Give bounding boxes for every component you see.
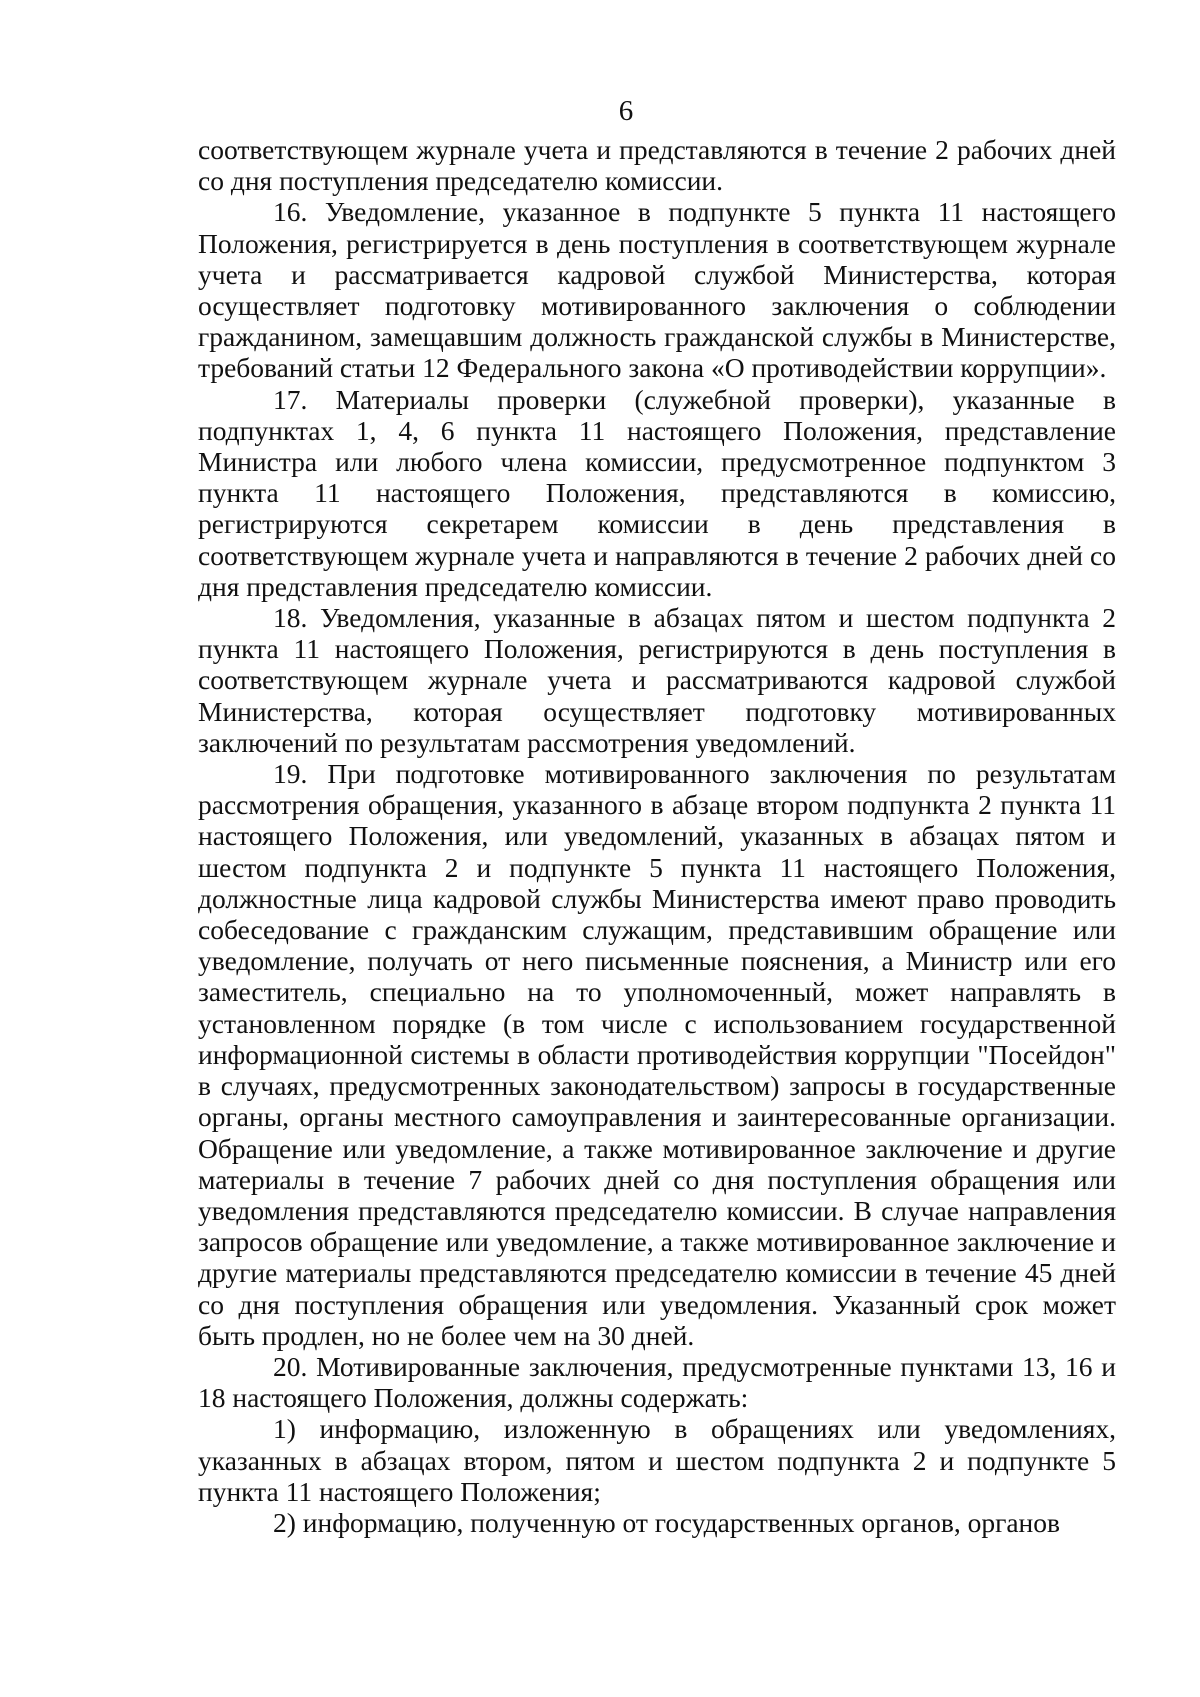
paragraph-20: 20. Мотивированные заключения, предусмотренные пунктами 13, 16 и 18 настоящего Положения, должны содержать: <box>198 1350 1116 1414</box>
paragraph-20-item-2: 2) информацию, полученную от государственных органов, органов <box>273 1506 1061 1538</box>
paragraph-continuation: соответствующем журнале учета и представляются в течение 2 рабочих дней со дня поступления председателю комиссии. <box>198 134 1116 197</box>
page-number: 6 <box>618 95 634 127</box>
document-body <box>198 134 1116 1538</box>
paragraph-20-item-1: 1) информацию, изложенную в обращениях или уведомлениях, указанных в абзацах втором, пятом и шестом подпункта 2 и подпункте 5 пункта 11 настоящего Положения; <box>198 1413 1116 1507</box>
paragraph-18: 18. Уведомления, указанные в абзацах пятом и шестом подпункта 2 пункта 11 настоящего Положения, регистрируются в день поступления в соответствующем журнале учета и рассматриваются кадровой службой Министерства, которая осуществляет подготовку мотивированных заключений по результатам рассмотрения уведомлений. <box>198 602 1116 758</box>
paragraph-17: 17. Материалы проверки (служебной проверки), указанные в подпунктах 1, 4, 6 пункта 11 настоящего Положения, представление Министра или любого члена комиссии, предусмотренное подпунктом 3 пункта 11 настоящего Положения, представляются в комиссию, регистрируются секретарем комиссии в день представления в соответствующем журнале учета и направляются в течение 2 рабочих дней со дня представления председателю комиссии. <box>198 383 1116 602</box>
paragraph-19: 19. При подготовке мотивированного заключения по результатам рассмотрения обращения, указанного в абзаце втором подпункта 2 пункта 11 настоящего Положения, или уведомлений, указанных в абзацах пятом и шестом подпункта 2 и подпункте 5 пункта 11 настоящего Положения, должностные лица кадровой службы Министерства имеют право проводить собеседование с гражданским служащим, представившим обращение или уведомление, получать от него письменные пояснения, а Министр или его заместитель, специально на то уполномоченный, может направлять в установленном порядке (в том числе с использованием государственной информационной системы в области противодействия коррупции "Посейдон" в случаях, предусмотренных законодательством) запросы в государственные органы, органы местного самоуправления и заинтересованные организации. Обращение или уведомление, а также мотивированное заключение и другие материалы в течение 7 рабочих дней со дня поступления обращения или уведомления представляются председателю комиссии. В случае направления запросов обращение или уведомление, а также мотивированное заключение и другие материалы представляются председателю комиссии в течение 45 дней со дня поступления обращения или уведомления. Указанный срок может быть продлен, но не более чем на 30 дней. <box>198 758 1116 1351</box>
paragraph-16: 16. Уведомление, указанное в подпункте 5 пункта 11 настоящего Положения, регистрируется в день поступления в соответствующем журнале учета и рассматривается кадровой службой Министерства, которая осуществляет подготовку мотивированного заключения о соблюдении гражданином, замещавшим должность гражданской службы в Министерстве, требований статьи 12 Федерального закона «О противодействии коррупции». <box>198 196 1116 384</box>
